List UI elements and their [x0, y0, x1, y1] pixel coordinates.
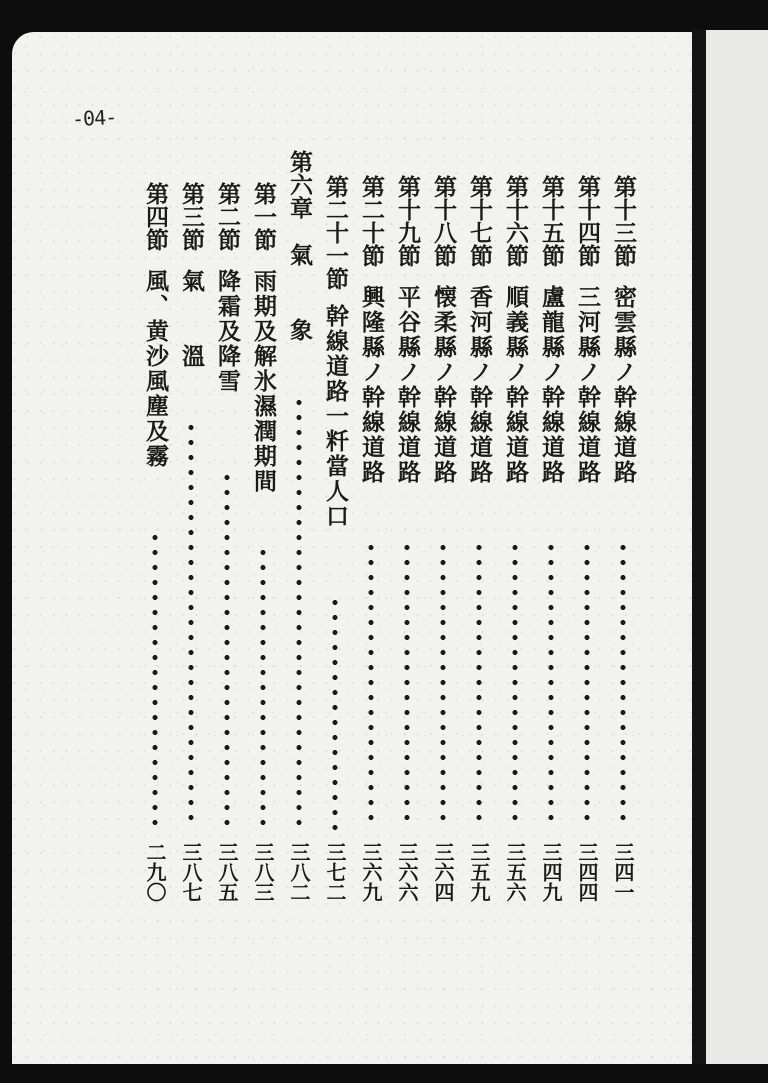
toc-entry [317, 175, 353, 529]
toc-entry [569, 175, 605, 485]
section-title: 氣 溫 [178, 269, 205, 369]
dot-leader [440, 540, 446, 830]
page-number: 三六九 [359, 842, 383, 902]
section-title: 風、黄沙風塵及霧 [142, 269, 169, 469]
chapter-label: 第六章 [286, 150, 313, 219]
section-title: 平谷縣ノ幹線道路 [394, 285, 421, 485]
page-number: 三八七 [179, 842, 203, 902]
section-label: 第十五節 [538, 175, 565, 267]
toc-entry [209, 182, 245, 394]
section-label: 第二十節 [358, 175, 385, 267]
page-number: 三八三 [251, 842, 275, 902]
section-label: 第十三節 [610, 175, 637, 267]
dot-leader [512, 540, 518, 830]
section-title: 香河縣ノ幹線道路 [466, 285, 493, 485]
dot-leader [296, 395, 302, 830]
page-number: 三四一 [611, 842, 635, 902]
section-title: 興隆縣ノ幹線道路 [358, 285, 385, 485]
dot-leader [548, 540, 554, 830]
section-label: 第十八節 [430, 175, 457, 267]
facing-page-edge [706, 30, 768, 1064]
section-title: 密雲縣ノ幹線道路 [610, 285, 637, 485]
chapter-heading [281, 150, 317, 343]
dot-leader [476, 540, 482, 830]
section-title: 盧龍縣ノ幹線道路 [538, 285, 565, 485]
page-number: 二九〇 [143, 842, 167, 902]
toc-entry [605, 175, 641, 485]
dot-leader [404, 540, 410, 830]
page-number: 三五九 [467, 842, 491, 902]
section-label: 第十九節 [394, 175, 421, 267]
page-number: 三五六 [503, 842, 527, 902]
section-label: 第十六節 [502, 175, 529, 267]
dot-leader [584, 540, 590, 830]
section-label: 第十七節 [466, 175, 493, 267]
section-label: 第四節 [142, 182, 169, 251]
page-folio: -04- [71, 104, 117, 132]
section-label: 第十四節 [574, 175, 601, 267]
dot-leader [224, 470, 230, 830]
section-label: 第二節 [214, 182, 241, 251]
chapter-title: 氣 象 [286, 243, 313, 343]
section-title: 雨期及解氷濕潤期間 [250, 269, 277, 494]
toc-entry [425, 175, 461, 485]
toc-entry [461, 175, 497, 485]
section-title: 三河縣ノ幹線道路 [574, 285, 601, 485]
page-number: 三八二 [287, 842, 311, 902]
section-title: 幹線道路一粁當人口 [322, 304, 349, 529]
toc-entry [245, 182, 281, 494]
toc-entry [497, 175, 533, 485]
book-gutter [692, 30, 706, 1064]
page-number: 三六四 [431, 842, 455, 902]
page-number: 三七二 [323, 842, 347, 902]
page-number: 三四九 [539, 842, 563, 902]
dot-leader [188, 420, 194, 830]
toc-entry [389, 175, 425, 485]
dot-leader [620, 540, 626, 830]
section-label: 第一節 [250, 182, 277, 251]
section-title: 懐柔縣ノ幹線道路 [430, 285, 457, 485]
toc-entry [533, 175, 569, 485]
section-label: 第二十一節 [322, 175, 349, 290]
toc-entry [173, 182, 209, 369]
page-number: 三八五 [215, 842, 239, 902]
dot-leader [260, 545, 266, 830]
section-title: 順義縣ノ幹線道路 [502, 285, 529, 485]
dot-leader [368, 540, 374, 830]
page-number: 三四四 [575, 842, 599, 902]
toc-entry [137, 182, 173, 469]
section-title: 降霜及降雪 [214, 269, 241, 394]
dot-leader [332, 595, 338, 830]
section-label: 第三節 [178, 182, 205, 251]
page-number: 三六六 [395, 842, 419, 902]
dot-leader [152, 530, 158, 830]
toc-entry [353, 175, 389, 485]
